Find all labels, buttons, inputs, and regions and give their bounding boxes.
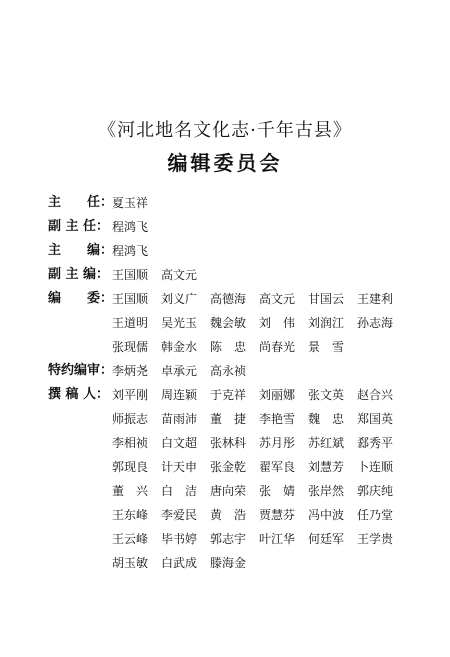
book-title: 《河北地名文化志·千年古县》	[98, 120, 352, 141]
member-name: 苗雨沛	[161, 412, 198, 426]
member-name: 翟军良	[259, 460, 296, 474]
member-name: 黄 浩	[210, 508, 247, 522]
member-name: 郭志宇	[210, 532, 247, 546]
name-list	[112, 383, 420, 575]
role-label: 撰 稿 人：	[48, 387, 110, 402]
committee-heading: 编辑委员会	[167, 151, 283, 175]
member-name: 周连颖	[161, 388, 198, 402]
member-name: 李爱民	[161, 508, 198, 522]
member-name: 计天申	[161, 460, 198, 474]
member-name: 刘润江	[308, 316, 345, 330]
member-name: 滕海金	[210, 556, 247, 570]
member-name: 王国顺	[112, 268, 149, 282]
role-label: 副 主 编：	[48, 267, 110, 282]
member-name: 胡玉敏	[112, 556, 149, 570]
member-name: 陈 忠	[210, 340, 247, 354]
member-name: 魏会敏	[210, 316, 247, 330]
member-name: 贾慧芬	[259, 508, 296, 522]
member-name: 苏月彤	[259, 436, 296, 450]
member-name: 程鸿飞	[112, 220, 149, 234]
member-name: 景 雪	[308, 340, 345, 354]
roster-row	[48, 191, 420, 215]
name-list	[112, 263, 420, 287]
role-label: 副 主 任：	[48, 219, 110, 234]
member-name: 孙志海	[357, 316, 394, 330]
member-name: 董 兴	[112, 484, 149, 498]
member-name: 王云峰	[112, 532, 149, 546]
member-name: 冯中波	[308, 508, 345, 522]
member-name: 刘 伟	[259, 316, 296, 330]
member-name: 郭现良	[112, 460, 149, 474]
member-name: 刘平刚	[112, 388, 149, 402]
member-name: 张林科	[210, 436, 247, 450]
roster-row	[48, 263, 420, 287]
member-name: 卜连顺	[357, 460, 394, 474]
committee-roster	[48, 191, 420, 575]
member-name: 刘义广	[161, 292, 198, 306]
member-name: 夏玉祥	[112, 196, 149, 210]
member-name: 于克祥	[210, 388, 247, 402]
member-name: 高永祯	[210, 364, 247, 378]
roster-row	[48, 287, 420, 359]
member-name: 魏 忠	[308, 412, 345, 426]
member-name: 王道明	[112, 316, 149, 330]
roster-row	[48, 359, 420, 383]
member-name: 李相祯	[112, 436, 149, 450]
member-name: 韩金水	[161, 340, 198, 354]
roster-row	[48, 383, 420, 575]
member-name: 郄秀平	[357, 436, 394, 450]
name-list	[112, 239, 420, 263]
member-name: 郑国英	[357, 412, 394, 426]
member-name: 高文元	[161, 268, 198, 282]
member-name: 张 婧	[259, 484, 296, 498]
role-label: 编 委：	[48, 291, 114, 306]
member-name: 王建利	[357, 292, 394, 306]
member-name: 程鸿飞	[112, 244, 149, 258]
role-label: 特约编审：	[48, 363, 114, 378]
member-name: 刘慧芳	[308, 460, 345, 474]
member-name: 李艳雪	[259, 412, 296, 426]
name-list	[112, 287, 420, 359]
member-name: 师振志	[112, 412, 149, 426]
member-name: 高文元	[259, 292, 296, 306]
member-name: 吴光玉	[161, 316, 198, 330]
member-name: 王东峰	[112, 508, 149, 522]
role-label: 主 编：	[48, 243, 114, 258]
member-name: 赵合兴	[357, 388, 394, 402]
name-list	[112, 191, 420, 215]
member-name: 毕书婷	[161, 532, 198, 546]
member-name: 张金乾	[210, 460, 247, 474]
role-label: 主 任：	[48, 195, 114, 210]
roster-row	[48, 215, 420, 239]
member-name: 白文超	[161, 436, 198, 450]
member-name: 白武成	[161, 556, 198, 570]
member-name: 卓承元	[161, 364, 198, 378]
member-name: 苏红斌	[308, 436, 345, 450]
member-name: 唐向荣	[210, 484, 247, 498]
member-name: 尚春光	[259, 340, 296, 354]
member-name: 叶江华	[259, 532, 296, 546]
member-name: 刘丽娜	[259, 388, 296, 402]
roster-row	[48, 239, 420, 263]
member-name: 白 洁	[161, 484, 198, 498]
member-name: 张文英	[308, 388, 345, 402]
member-name: 董 捷	[210, 412, 247, 426]
member-name: 李炳尧	[112, 364, 149, 378]
member-name: 何廷军	[308, 532, 345, 546]
name-list	[112, 359, 420, 383]
member-name: 张现儒	[112, 340, 149, 354]
member-name: 甘国云	[308, 292, 345, 306]
member-name: 郭庆纯	[357, 484, 394, 498]
name-list	[112, 215, 420, 239]
member-name: 王学贵	[357, 532, 394, 546]
member-name: 高德海	[210, 292, 247, 306]
member-name: 王国顺	[112, 292, 149, 306]
member-name: 张岸然	[308, 484, 345, 498]
member-name: 任乃堂	[357, 508, 394, 522]
